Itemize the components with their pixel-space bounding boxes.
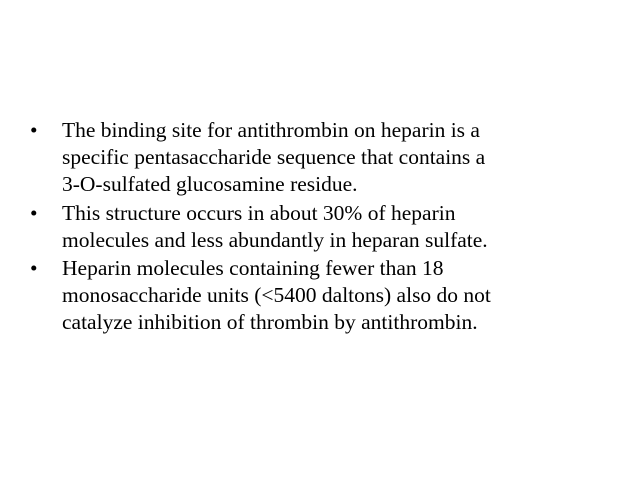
bullet-text: This structure occurs in about 30% of heparin molecules and less abundantly in heparan sulfate.	[62, 200, 488, 252]
bullet-marker: •	[30, 256, 38, 281]
bullet-list	[30, 117, 610, 338]
bullet-item-2	[30, 200, 610, 254]
bullet-text: Heparin molecules containing fewer than 18 monosaccharide units (<5400 daltons) also do not catalyze inhibition of thrombin by antithrombin.	[62, 256, 491, 335]
bullet-text: The binding site for antithrombin on heparin is a specific pentasaccharide sequence that contains a 3-O-sulfated glucosamine residue.	[62, 118, 486, 197]
bullet-item-1	[30, 117, 610, 199]
bullet-marker: •	[30, 200, 38, 225]
bullet-marker: •	[30, 118, 38, 142]
bullet-item-3	[30, 255, 610, 337]
